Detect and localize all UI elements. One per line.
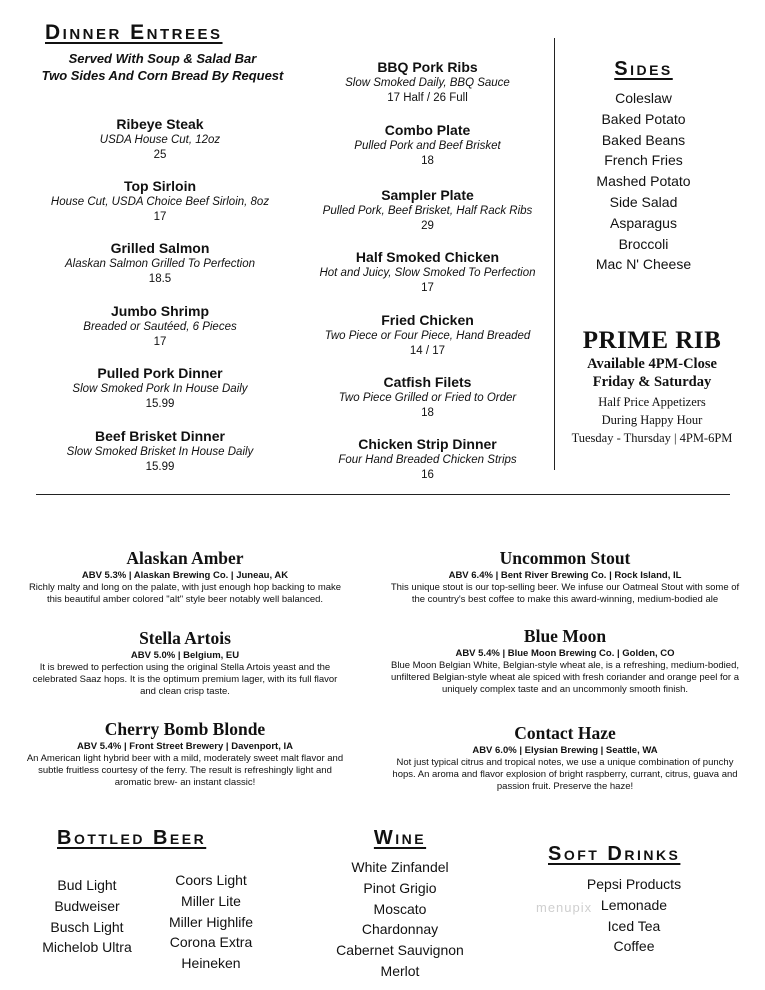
entree-name: Sampler Plate — [381, 187, 474, 203]
list-item: Busch Light — [50, 918, 124, 935]
list-item: Iced Tea — [607, 917, 661, 934]
happy-hour-line-2: During Happy Hour — [601, 413, 703, 427]
entree-desc: Pulled Pork and Beef Brisket — [354, 140, 501, 152]
happy-hour-line-1: Half Price Appetizers — [598, 395, 706, 409]
list-item: Pepsi Products — [586, 876, 682, 892]
entree-item — [15, 428, 305, 475]
entree-name: Combo Plate — [384, 122, 471, 138]
entree-price: 17 — [153, 336, 167, 348]
entree-price: 14 / 17 — [409, 345, 446, 357]
happy-hour-line-3: Tuesday - Thursday | 4PM-6PM — [571, 431, 733, 445]
soft-drinks-title: Soft Drinks — [548, 843, 681, 865]
entree-price: 16 — [421, 469, 434, 481]
entree-name: Chicken Strip Dinner — [358, 436, 497, 452]
entree-price: 25 — [153, 149, 167, 161]
beer-name: Alaskan Amber — [126, 548, 244, 568]
entree-desc: House Cut, USDA Choice Beef Sirloin, 8oz — [50, 196, 270, 208]
list-item: Budweiser — [54, 897, 120, 914]
entree-desc: Alaskan Salmon Grilled To Perfection — [64, 258, 256, 270]
beer-desc: passion fruit. Preserve the haze! — [496, 781, 634, 793]
prime-rib-title: PRIME RIB — [582, 327, 722, 354]
entree-item — [300, 59, 555, 106]
list-item: Mac N' Cheese — [595, 256, 692, 273]
beer-desc: subtle fruitless courtesy of the ferry. The result is refreshingly light and — [38, 765, 332, 777]
beer-abv: ABV 6.0% | Elysian Brewing | Seattle, WA — [472, 745, 658, 756]
soft-drinks-list — [560, 874, 708, 957]
beer-abv: ABV 5.4% | Blue Moon Brewing Co. | Golden, CO — [455, 648, 675, 659]
entree-desc: USDA House Cut, 12oz — [99, 134, 221, 146]
bottled-beer-title: Bottled Beer — [57, 827, 207, 849]
beer-abv: ABV 6.4% | Bent River Brewing Co. | Rock Island, IL — [448, 570, 682, 581]
entree-name: Jumbo Shrimp — [110, 303, 209, 319]
sides-title: Sides — [614, 58, 673, 80]
beer-item — [370, 626, 760, 697]
entree-item — [300, 436, 555, 483]
entree-desc: Pulled Pork, Beef Brisket, Half Rack Ribs — [322, 205, 533, 217]
entree-desc: Two Piece or Four Piece, Hand Breaded — [324, 330, 531, 342]
entree-price: 29 — [421, 220, 434, 232]
entree-name: BBQ Pork Ribs — [377, 59, 478, 75]
list-item: Broccoli — [618, 235, 669, 252]
beer-name: Uncommon Stout — [499, 548, 631, 568]
list-item: Merlot — [380, 962, 420, 979]
entree-price: 17 Half / 26 Full — [387, 92, 468, 104]
list-item: White Zinfandel — [351, 859, 449, 875]
list-item: Side Salad — [609, 193, 678, 210]
beer-desc: celebrated Saaz hops. It is the optimum premium lager, with its full flavor — [32, 674, 338, 686]
list-item: Moscato — [373, 900, 427, 917]
list-item: Heineken — [181, 955, 241, 972]
entree-name: Beef Brisket Dinner — [95, 428, 225, 444]
dinner-subtitle-1: Served With Soup & Salad Bar — [68, 51, 257, 66]
entree-item — [300, 122, 555, 169]
bottled-col-2 — [150, 870, 272, 974]
list-item: Cabernet Sauvignon — [336, 942, 464, 959]
beer-desc: uniquely complex taste and an uncommonly smooth finish. — [441, 684, 689, 696]
list-item: Coffee — [613, 938, 655, 955]
beer-name: Cherry Bomb Blonde — [104, 719, 266, 739]
entree-desc: Slow Smoked Brisket In House Daily — [66, 446, 254, 458]
entree-name: Half Smoked Chicken — [355, 249, 500, 265]
beer-name: Blue Moon — [523, 626, 607, 646]
entree-desc: Slow Smoked Daily, BBQ Sauce — [345, 77, 510, 89]
beer-item — [10, 719, 360, 790]
list-item: Baked Beans — [601, 131, 686, 148]
beer-desc: Blue Moon Belgian White, Belgian-style wheat ale, is a refreshing, medium-bodied, — [391, 660, 739, 671]
list-item: Asparagus — [610, 214, 677, 231]
entree-item — [15, 178, 305, 225]
entree-desc: Slow Smoked Pork In House Daily — [72, 383, 248, 395]
entree-name: Ribeye Steak — [116, 116, 204, 132]
beer-desc: aromatic brew- an instant classic! — [114, 777, 256, 789]
horizontal-divider — [36, 494, 730, 495]
beer-desc: hops. An aroma and flavor explosion of bright raspberry, currant, citrus, guava and — [392, 769, 738, 781]
entree-name: Top Sirloin — [123, 178, 197, 194]
entree-price: 18 — [421, 407, 434, 419]
list-item: Baked Potato — [601, 110, 686, 127]
entree-price: 15.99 — [145, 461, 175, 473]
wine-list — [315, 857, 485, 982]
beer-desc: Richly malty and long on the palate, with just enough hop backing to make — [28, 582, 342, 593]
list-item: Lemonade — [600, 896, 668, 913]
beer-item — [10, 548, 360, 606]
beer-desc: An American light hybrid beer with a mild, moderately sweet malt flavor and — [26, 753, 344, 764]
entree-item — [15, 365, 305, 412]
entree-item — [15, 116, 305, 163]
entree-item — [300, 312, 555, 359]
list-item: Michelob Ultra — [42, 939, 132, 956]
entree-name: Grilled Salmon — [110, 240, 210, 256]
watermark: menupix — [536, 900, 593, 915]
dinner-entrees-title: Dinner Entrees — [45, 21, 223, 44]
list-item: Mashed Potato — [596, 173, 691, 190]
list-item: Corona Extra — [169, 934, 253, 951]
entree-price: 18 — [421, 155, 434, 167]
entree-desc: Two Piece Grilled or Fried to Order — [338, 392, 517, 404]
prime-rib-days: Friday & Saturday — [592, 374, 712, 390]
beer-name: Stella Artois — [139, 628, 231, 648]
entree-price: 17 — [153, 211, 167, 223]
beer-desc: this beautiful amber colored "alt" style beer notably well balanced. — [46, 594, 324, 606]
list-item: Pinot Grigio — [363, 879, 437, 896]
list-item: French Fries — [604, 152, 683, 169]
list-item: Miller Highlife — [168, 913, 254, 930]
beer-desc: Not just typical citrus and tropical notes, we use a unique combination of punchy — [396, 757, 734, 768]
beer-abv: ABV 5.0% | Belgium, EU — [130, 650, 240, 661]
entree-item — [300, 187, 555, 234]
entree-desc: Four Hand Breaded Chicken Strips — [338, 454, 517, 466]
prime-rib-block — [562, 326, 742, 447]
vertical-divider — [554, 38, 555, 470]
list-item: Coleslaw — [615, 90, 672, 106]
beer-desc: the country's best coffee to make this award-winning, medium-bodied ale — [411, 594, 719, 606]
entree-desc: Hot and Juicy, Slow Smoked To Perfection — [319, 267, 536, 279]
entree-name: Fried Chicken — [381, 312, 474, 328]
entree-name: Pulled Pork Dinner — [97, 365, 223, 381]
entree-desc: Breaded or Sautéed, 6 Pieces — [83, 321, 237, 333]
list-item: Chardonnay — [361, 921, 439, 938]
beer-abv: ABV 5.3% | Alaskan Brewing Co. | Juneau, AK — [81, 570, 289, 581]
beer-desc: This unique stout is our top-selling beer. We infuse our Oatmeal Stout with some of — [390, 582, 740, 593]
dinner-subtitle-2: Two Sides And Corn Bread By Request — [41, 68, 284, 83]
beer-desc: and clean crisp taste. — [140, 686, 230, 698]
beer-desc: It is brewed to perfection using the original Stella Artois yeast and the — [39, 662, 331, 673]
entree-item — [300, 249, 555, 296]
entree-item — [15, 240, 305, 287]
entree-name: Catfish Filets — [383, 374, 472, 390]
prime-rib-hours: Available 4PM-Close — [587, 356, 717, 372]
entree-price: 15.99 — [145, 398, 175, 410]
beer-name: Contact Haze — [514, 723, 616, 743]
list-item: Miller Lite — [181, 892, 241, 909]
beer-item — [370, 548, 760, 606]
beer-item — [10, 628, 360, 699]
list-item: Coors Light — [175, 872, 247, 888]
wine-title: Wine — [373, 827, 427, 849]
beer-item — [370, 723, 760, 794]
list-item: Bud Light — [57, 877, 117, 893]
beer-desc: unfiltered Belgian-style wheat ale spiced with fresh coriander and orange peel for a — [390, 672, 739, 684]
sides-list — [556, 88, 731, 275]
bottled-col-1 — [27, 875, 147, 958]
beer-abv: ABV 5.4% | Front Street Brewery | Davenport, IA — [77, 741, 293, 752]
entree-price: 17 — [421, 282, 434, 294]
entree-price: 18.5 — [148, 273, 172, 285]
entree-item — [300, 374, 555, 421]
entree-item — [15, 303, 305, 350]
